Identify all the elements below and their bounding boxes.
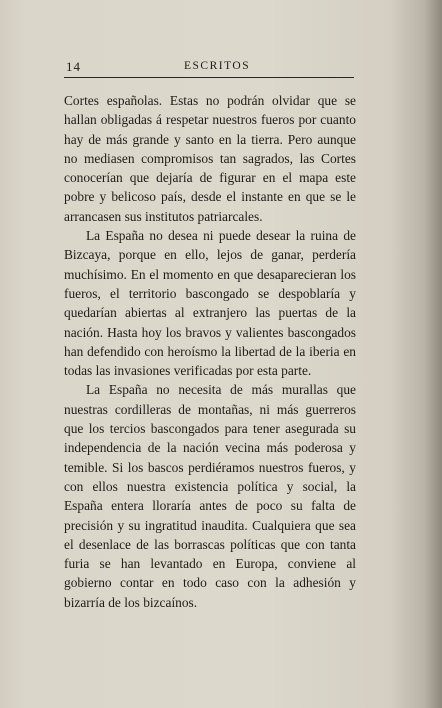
running-title: ESCRITOS	[184, 60, 251, 72]
page-header	[64, 59, 354, 77]
paragraph: La España no desea ni puede desear la ruina de Bizcaya, porque en ello, lejos de ganar, perdería muchísimo. En el momento en que desaparecieran los fueros, el territorio bascongado se despoblaría y quedarían abiertas al extranjero las puertas de la nación. Hasta hoy los bravos y valientes bascongados han defendido con heroísmo la libertad de la iberia en todas las invasiones verificadas por esta parte.	[64, 228, 356, 379]
paragraph-continuation: Cortes españolas. Estas no podrán olvidar que se hallan obligadas á respetar nuestros fueros por cuanto hay de más grande y santo en la tierra. Pero aunque no mediasen compromisos tan sagrados, las Cortes conocerían que dejaría de figurar en el mapa este pobre y belicoso país, desde el instante en que se le arrancasen sus institutos patriarcales.	[64, 93, 356, 224]
page-number: 14	[66, 59, 81, 74]
header-rule	[64, 77, 354, 78]
body-text	[64, 91, 356, 612]
paragraph: La España no necesita de más murallas que nuestras cordilleras de montañas, ni más guerreros que los tercios bascongados para tener asegurada su independencia de la nación vecina más poderosa y temible. Si los bascos perdiéramos nuestros fueros, y con ellos nuestra existencia política y social, la España entera lloraría antes de poco su falta de precisión y su ingratitud inaudita. Cualquiera que sea el desenlace de las borrascas políticas que con tanta furia se han levantado en Europa, conviene al gobierno contar en todo caso con la adhesión y bizarría de los bizcaínos.	[64, 382, 356, 610]
